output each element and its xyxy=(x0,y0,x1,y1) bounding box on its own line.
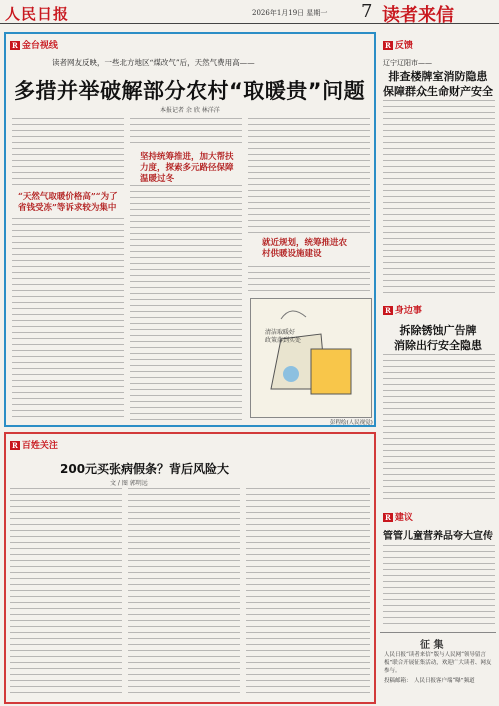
subhead-1: “天然气取暖价格高”“为了省钱受冻”等诉求较为集中 xyxy=(18,192,118,213)
illustration xyxy=(250,298,372,418)
text-block xyxy=(383,354,495,504)
text-block xyxy=(10,488,122,698)
subhead-4: 就近规划，统筹推进农村供暖设施建设 xyxy=(262,238,348,259)
issue-date: 2026年1月19日 星期一 xyxy=(252,9,328,17)
zhengji-text: 人民日报“读者来信”版与人民网“领导留言板”联合开展征集活动，欢迎广大读者、网友参与。 xyxy=(384,652,492,674)
illustration-label-1: 清洁取暖好 xyxy=(265,329,296,336)
nearby-title-1: 拆除锈蚀广告牌 xyxy=(399,324,477,337)
tag-icon: R xyxy=(12,441,18,450)
text-block xyxy=(130,118,242,148)
column-tag-label: 建议 xyxy=(394,513,413,523)
text-block xyxy=(248,266,370,296)
tag-icon: R xyxy=(12,41,18,50)
column-tag-feedback xyxy=(383,38,413,51)
zhengji-email-label: 投稿邮箱： xyxy=(384,678,412,684)
text-block xyxy=(383,100,495,298)
article-subtitle: 读者网友反映，一些北方地区“煤改气”后，天然气费用高—— xyxy=(52,58,255,67)
heater-illustration xyxy=(251,299,371,417)
illustration-label-2: 政策落到实处 xyxy=(265,337,302,344)
newspaper-logo: 人民日报 xyxy=(5,5,70,23)
zhengji-box xyxy=(380,632,496,704)
page-number: 7 xyxy=(361,1,373,22)
tag-icon: R xyxy=(385,513,391,522)
zhengji-email: 人民日报客户端“曝”频道 xyxy=(414,678,475,684)
text-block xyxy=(12,118,124,188)
text-block xyxy=(12,218,124,420)
column-tag-nearby xyxy=(383,303,422,316)
text-block xyxy=(246,488,370,698)
column-tag-baixing xyxy=(10,438,58,451)
subhead-2: 坚持统筹推进，加大帮扶力度，探索多元路径保障温暖过冬 xyxy=(140,152,234,184)
tag-icon: R xyxy=(385,41,391,50)
suggestion-title: 管管儿童营养品夸大宣传 xyxy=(383,531,493,542)
column-tag-label: 金台视线 xyxy=(21,41,58,51)
section-title: 读者来信 xyxy=(382,5,454,26)
column-tag-label: 百姓关注 xyxy=(21,441,58,451)
text-block xyxy=(130,185,242,420)
text-block xyxy=(383,545,495,625)
feedback-title-2: 保障群众生命财产安全 xyxy=(383,85,493,98)
illustration-caption: 彭程绘(人民视觉) xyxy=(330,420,373,426)
zhengji-heading: 征 集 xyxy=(420,640,444,651)
column-tag-label: 反馈 xyxy=(394,41,413,51)
column-tag-suggestion xyxy=(383,510,413,523)
column-tag-label: 身边事 xyxy=(394,306,422,316)
bottom-headline: 200元买张病假条？背后风险大 xyxy=(60,462,230,476)
article-byline: 本报记者 余 欣 林洋洋 xyxy=(160,107,220,114)
feedback-title-1: 排查楼牌室消防隐患 xyxy=(388,70,488,83)
article-headline: 多措并举破解部分农村“取暖贵”问题 xyxy=(14,79,366,103)
tag-icon: R xyxy=(385,306,391,315)
text-block xyxy=(248,118,370,236)
feedback-subtitle: 辽宁辽阳市—— xyxy=(383,59,432,67)
masthead xyxy=(0,0,499,24)
text-block xyxy=(128,488,240,698)
column-tag-jintai xyxy=(10,38,58,51)
nearby-title-2: 消除出行安全隐患 xyxy=(394,339,482,352)
bottom-byline: 文 / 图 郭明远 xyxy=(110,480,148,487)
